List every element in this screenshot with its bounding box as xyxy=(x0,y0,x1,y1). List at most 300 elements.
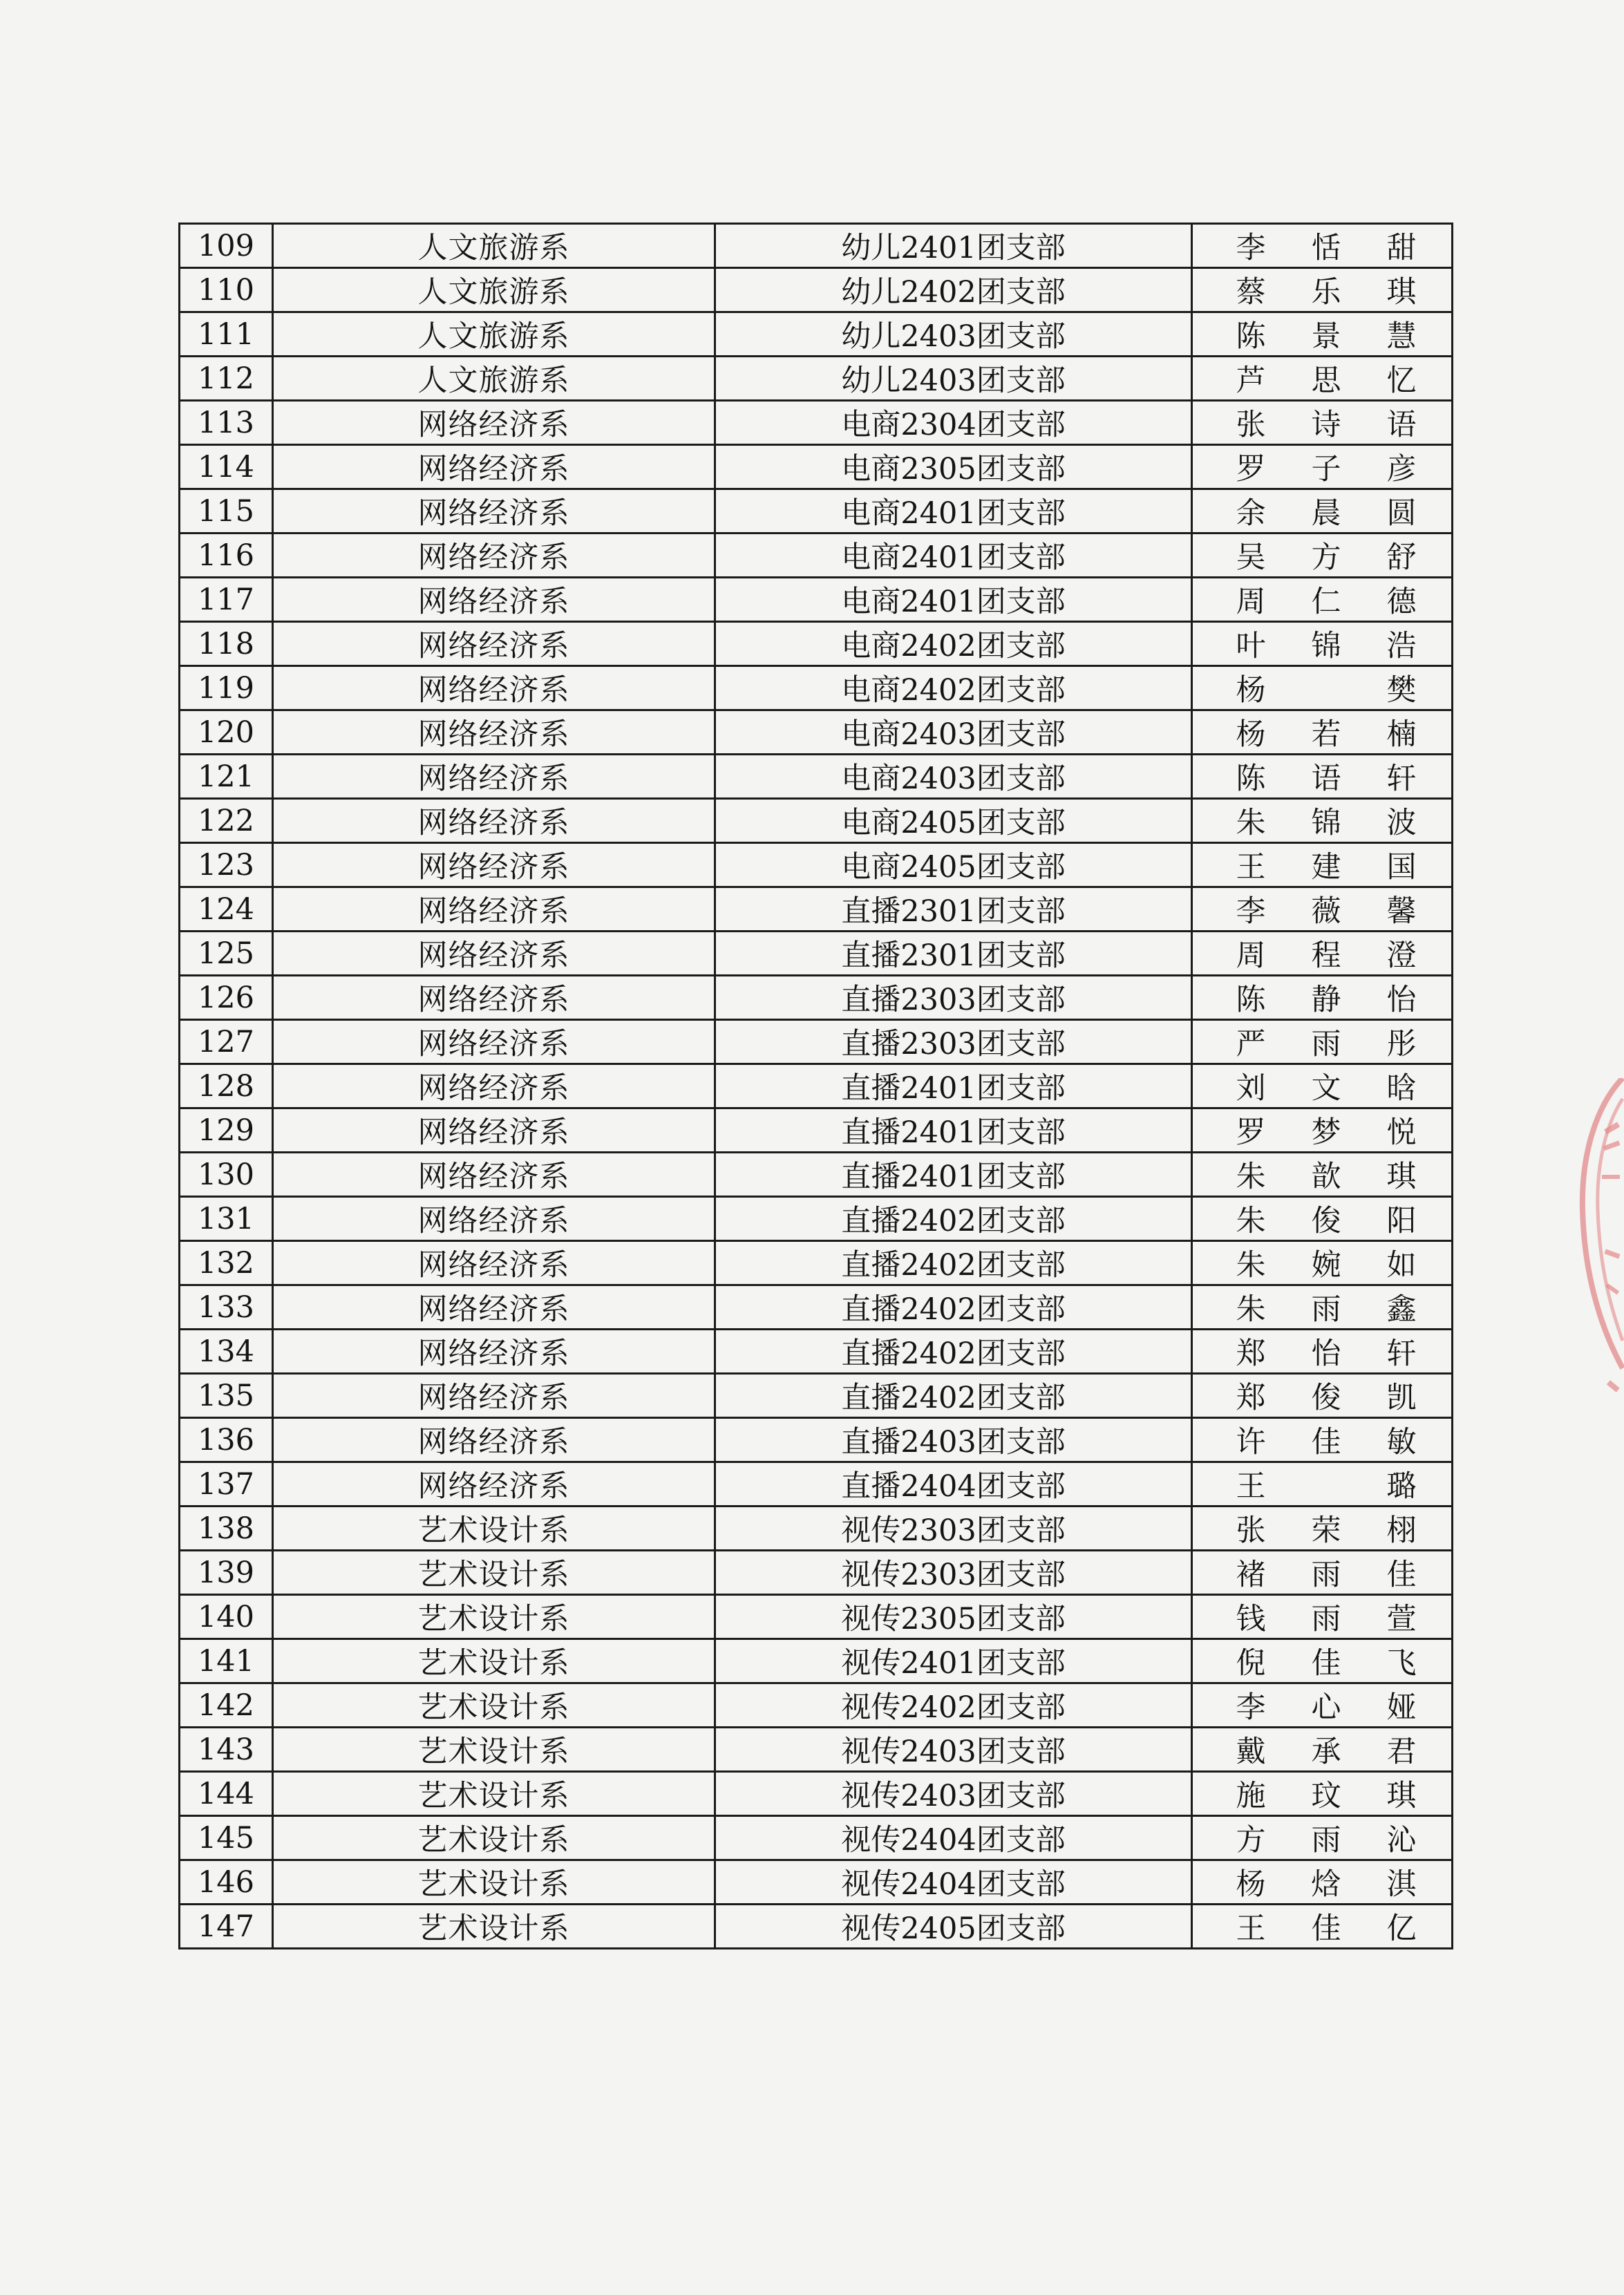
name-char: 陈 xyxy=(1236,983,1266,1017)
student-name-cell xyxy=(1192,489,1453,533)
student-name-cell xyxy=(1192,932,1453,976)
name-char: 罗 xyxy=(1236,452,1266,487)
department-cell: 网络经济系 xyxy=(273,1197,715,1241)
name-char: 轩 xyxy=(1386,762,1417,796)
department-cell: 人文旅游系 xyxy=(273,268,715,312)
table-row xyxy=(180,1241,1453,1285)
row-number: 144 xyxy=(180,1772,273,1816)
department-cell: 网络经济系 xyxy=(273,533,715,578)
student-name-cell xyxy=(1192,1241,1453,1285)
row-number: 115 xyxy=(180,489,273,533)
department-cell: 艺术设计系 xyxy=(273,1860,715,1905)
name-char: 浩 xyxy=(1386,629,1417,663)
department-cell: 艺术设计系 xyxy=(273,1551,715,1595)
department-cell: 网络经济系 xyxy=(273,1462,715,1507)
student-name-cell xyxy=(1192,1728,1453,1772)
name-char: 锦 xyxy=(1311,629,1341,663)
red-seal-stamp xyxy=(1569,1078,1624,1465)
league-branch-cell: 视传2404团支部 xyxy=(715,1860,1192,1905)
name-char: 彤 xyxy=(1386,1027,1417,1061)
league-branch-cell: 电商2403团支部 xyxy=(715,755,1192,799)
name-char: 雨 xyxy=(1311,1292,1341,1327)
table-row xyxy=(180,1153,1453,1197)
name-char: 严 xyxy=(1236,1027,1266,1061)
name-char: 施 xyxy=(1236,1779,1266,1813)
name-char: 雨 xyxy=(1311,1558,1341,1592)
row-number: 140 xyxy=(180,1595,273,1639)
name-char: 锦 xyxy=(1311,806,1341,840)
name-char: 褚 xyxy=(1236,1558,1266,1592)
name-char: 君 xyxy=(1386,1735,1417,1769)
league-branch-cell: 电商2401团支部 xyxy=(715,578,1192,622)
student-name-cell xyxy=(1192,1683,1453,1728)
name-char: 薇 xyxy=(1311,894,1341,929)
row-number: 129 xyxy=(180,1108,273,1153)
department-cell: 网络经济系 xyxy=(273,1020,715,1064)
department-cell: 网络经济系 xyxy=(273,1241,715,1285)
name-char: 朱 xyxy=(1236,1292,1266,1327)
league-branch-cell: 视传2403团支部 xyxy=(715,1772,1192,1816)
name-char: 若 xyxy=(1311,717,1341,752)
table-row xyxy=(180,1639,1453,1683)
student-name-cell xyxy=(1192,1462,1453,1507)
name-char: 荣 xyxy=(1311,1513,1341,1548)
table-row xyxy=(180,755,1453,799)
department-cell: 网络经济系 xyxy=(273,1153,715,1197)
department-cell: 网络经济系 xyxy=(273,932,715,976)
name-char: 乐 xyxy=(1311,275,1341,310)
table-row xyxy=(180,533,1453,578)
student-name-cell xyxy=(1192,1285,1453,1330)
student-name-cell xyxy=(1192,1108,1453,1153)
table-row xyxy=(180,1905,1453,1949)
league-branch-cell: 直播2403团支部 xyxy=(715,1418,1192,1462)
name-char: 晗 xyxy=(1386,1071,1417,1106)
name-char: 圆 xyxy=(1386,496,1417,531)
department-cell: 艺术设计系 xyxy=(273,1905,715,1949)
name-char: 朱 xyxy=(1236,1160,1266,1194)
table-row xyxy=(180,1462,1453,1507)
row-number: 112 xyxy=(180,357,273,401)
student-name-cell xyxy=(1192,976,1453,1020)
name-char: 刘 xyxy=(1236,1071,1266,1106)
row-number: 116 xyxy=(180,533,273,578)
row-number: 135 xyxy=(180,1374,273,1418)
row-number: 113 xyxy=(180,401,273,445)
name-char: 悦 xyxy=(1386,1115,1417,1150)
student-name-cell xyxy=(1192,533,1453,578)
league-branch-cell: 电商2402团支部 xyxy=(715,622,1192,666)
student-name-cell xyxy=(1192,1772,1453,1816)
name-char: 恬 xyxy=(1311,231,1341,265)
table-row xyxy=(180,1816,1453,1860)
name-char: 朱 xyxy=(1236,806,1266,840)
table-row xyxy=(180,1507,1453,1551)
name-char: 如 xyxy=(1386,1248,1417,1283)
student-name-cell xyxy=(1192,1153,1453,1197)
name-char: 樊 xyxy=(1386,673,1417,708)
row-number: 138 xyxy=(180,1507,273,1551)
department-cell: 艺术设计系 xyxy=(273,1595,715,1639)
department-cell: 网络经济系 xyxy=(273,489,715,533)
name-char: 叶 xyxy=(1236,629,1266,663)
table-row xyxy=(180,976,1453,1020)
league-branch-cell: 直播2404团支部 xyxy=(715,1462,1192,1507)
department-cell: 网络经济系 xyxy=(273,1064,715,1108)
name-char: 方 xyxy=(1311,540,1341,575)
table-row xyxy=(180,710,1453,755)
league-branch-cell: 直播2402团支部 xyxy=(715,1374,1192,1418)
name-char: 雨 xyxy=(1311,1027,1341,1061)
student-name-cell xyxy=(1192,1418,1453,1462)
table-row xyxy=(180,799,1453,843)
row-number: 143 xyxy=(180,1728,273,1772)
name-char: 朱 xyxy=(1236,1204,1266,1238)
department-cell: 网络经济系 xyxy=(273,666,715,710)
league-branch-cell: 幼儿2403团支部 xyxy=(715,312,1192,357)
row-number: 141 xyxy=(180,1639,273,1683)
name-char: 忆 xyxy=(1386,363,1417,398)
department-cell: 网络经济系 xyxy=(273,578,715,622)
student-name-cell xyxy=(1192,887,1453,932)
name-char: 馨 xyxy=(1386,894,1417,929)
department-cell: 艺术设计系 xyxy=(273,1816,715,1860)
league-branch-cell: 电商2403团支部 xyxy=(715,710,1192,755)
table-row xyxy=(180,578,1453,622)
student-name-cell xyxy=(1192,357,1453,401)
department-cell: 网络经济系 xyxy=(273,1108,715,1153)
department-cell: 网络经济系 xyxy=(273,710,715,755)
row-number: 137 xyxy=(180,1462,273,1507)
name-char: 澄 xyxy=(1386,938,1417,973)
table-row xyxy=(180,1418,1453,1462)
student-name-cell xyxy=(1192,1374,1453,1418)
name-char: 罗 xyxy=(1236,1115,1266,1150)
league-branch-cell: 直播2402团支部 xyxy=(715,1241,1192,1285)
student-name-cell xyxy=(1192,622,1453,666)
department-cell: 艺术设计系 xyxy=(273,1639,715,1683)
name-char: 晨 xyxy=(1311,496,1341,531)
league-branch-cell: 电商2304团支部 xyxy=(715,401,1192,445)
table-row xyxy=(180,224,1453,268)
row-number: 133 xyxy=(180,1285,273,1330)
table-row xyxy=(180,1551,1453,1595)
name-char: 娅 xyxy=(1386,1690,1417,1725)
name-char: 郑 xyxy=(1236,1381,1266,1415)
name-char: 周 xyxy=(1236,938,1266,973)
name-char: 歆 xyxy=(1311,1160,1341,1194)
league-branch-cell: 直播2401团支部 xyxy=(715,1064,1192,1108)
row-number: 125 xyxy=(180,932,273,976)
student-name-cell xyxy=(1192,1064,1453,1108)
league-branch-cell: 电商2401团支部 xyxy=(715,533,1192,578)
league-branch-cell: 视传2305团支部 xyxy=(715,1595,1192,1639)
league-branch-cell: 直播2402团支部 xyxy=(715,1330,1192,1374)
student-name-cell xyxy=(1192,755,1453,799)
name-char: 琪 xyxy=(1386,275,1417,310)
name-char xyxy=(1311,1463,1341,1505)
student-name-cell xyxy=(1192,1197,1453,1241)
name-char: 佳 xyxy=(1311,1646,1341,1681)
student-name-cell xyxy=(1192,666,1453,710)
name-char: 子 xyxy=(1311,452,1341,487)
name-char: 心 xyxy=(1311,1690,1341,1725)
league-branch-cell: 视传2303团支部 xyxy=(715,1507,1192,1551)
table-row xyxy=(180,1020,1453,1064)
name-char: 佳 xyxy=(1311,1425,1341,1460)
league-branch-cell: 直播2401团支部 xyxy=(715,1108,1192,1153)
row-number: 142 xyxy=(180,1683,273,1728)
table-row xyxy=(180,489,1453,533)
league-branch-cell: 电商2402团支部 xyxy=(715,666,1192,710)
name-char: 朱 xyxy=(1236,1248,1266,1283)
row-number: 136 xyxy=(180,1418,273,1462)
row-number: 145 xyxy=(180,1816,273,1860)
table-row xyxy=(180,1108,1453,1153)
row-number: 130 xyxy=(180,1153,273,1197)
name-char: 倪 xyxy=(1236,1646,1266,1681)
name-char: 李 xyxy=(1236,231,1266,265)
name-char: 吴 xyxy=(1236,540,1266,575)
row-number: 109 xyxy=(180,224,273,268)
table-row xyxy=(180,1860,1453,1905)
league-branch-cell: 电商2405团支部 xyxy=(715,799,1192,843)
student-name-cell xyxy=(1192,799,1453,843)
name-char: 亿 xyxy=(1386,1911,1417,1946)
name-char: 国 xyxy=(1386,850,1417,885)
department-cell: 人文旅游系 xyxy=(273,224,715,268)
student-name-cell xyxy=(1192,1595,1453,1639)
table-row xyxy=(180,932,1453,976)
table-row xyxy=(180,357,1453,401)
name-char: 陈 xyxy=(1236,762,1266,796)
department-cell: 网络经济系 xyxy=(273,843,715,887)
name-char: 凯 xyxy=(1386,1381,1417,1415)
name-char: 俊 xyxy=(1311,1204,1341,1238)
name-char: 璐 xyxy=(1386,1469,1417,1504)
row-number: 147 xyxy=(180,1905,273,1949)
row-number: 117 xyxy=(180,578,273,622)
name-char: 语 xyxy=(1386,408,1417,442)
name-char: 王 xyxy=(1236,850,1266,885)
row-number: 132 xyxy=(180,1241,273,1285)
league-branch-cell: 视传2403团支部 xyxy=(715,1728,1192,1772)
name-char: 李 xyxy=(1236,1690,1266,1725)
name-char xyxy=(1311,667,1341,709)
name-char: 杨 xyxy=(1236,717,1266,752)
table-row xyxy=(180,1197,1453,1241)
name-char: 方 xyxy=(1236,1823,1266,1858)
table-row xyxy=(180,1285,1453,1330)
league-branch-cell: 直播2303团支部 xyxy=(715,1020,1192,1064)
league-branch-cell: 直播2402团支部 xyxy=(715,1197,1192,1241)
league-branch-cell: 视传2402团支部 xyxy=(715,1683,1192,1728)
table-row xyxy=(180,1595,1453,1639)
table-row xyxy=(180,1330,1453,1374)
row-number: 120 xyxy=(180,710,273,755)
row-number: 131 xyxy=(180,1197,273,1241)
name-char: 俊 xyxy=(1311,1381,1341,1415)
student-name-cell xyxy=(1192,224,1453,268)
league-branch-cell: 电商2401团支部 xyxy=(715,489,1192,533)
row-number: 111 xyxy=(180,312,273,357)
row-number: 134 xyxy=(180,1330,273,1374)
name-char: 飞 xyxy=(1386,1646,1417,1681)
league-branch-cell: 幼儿2401团支部 xyxy=(715,224,1192,268)
name-char: 仁 xyxy=(1311,585,1341,619)
row-number: 146 xyxy=(180,1860,273,1905)
league-branch-cell: 视传2401团支部 xyxy=(715,1639,1192,1683)
department-cell: 网络经济系 xyxy=(273,799,715,843)
department-cell: 艺术设计系 xyxy=(273,1728,715,1772)
name-char: 芦 xyxy=(1236,363,1266,398)
student-name-cell xyxy=(1192,1551,1453,1595)
table-row xyxy=(180,887,1453,932)
league-branch-cell: 直播2401团支部 xyxy=(715,1153,1192,1197)
department-cell: 人文旅游系 xyxy=(273,357,715,401)
league-branch-cell: 直播2301团支部 xyxy=(715,932,1192,976)
department-cell: 网络经济系 xyxy=(273,1374,715,1418)
roster-body xyxy=(180,224,1453,1949)
student-name-cell xyxy=(1192,843,1453,887)
name-char: 诗 xyxy=(1311,408,1341,442)
student-name-cell xyxy=(1192,1639,1453,1683)
name-char: 慧 xyxy=(1386,319,1417,354)
name-char: 德 xyxy=(1386,585,1417,619)
row-number: 122 xyxy=(180,799,273,843)
name-char: 张 xyxy=(1236,1513,1266,1548)
league-branch-cell: 幼儿2403团支部 xyxy=(715,357,1192,401)
department-cell: 网络经济系 xyxy=(273,976,715,1020)
row-number: 127 xyxy=(180,1020,273,1064)
student-name-cell xyxy=(1192,1905,1453,1949)
name-char: 程 xyxy=(1311,938,1341,973)
name-char: 波 xyxy=(1386,806,1417,840)
department-cell: 网络经济系 xyxy=(273,1285,715,1330)
name-char: 敏 xyxy=(1386,1425,1417,1460)
name-char: 建 xyxy=(1311,850,1341,885)
row-number: 126 xyxy=(180,976,273,1020)
row-number: 123 xyxy=(180,843,273,887)
row-number: 114 xyxy=(180,445,273,489)
name-char: 承 xyxy=(1311,1735,1341,1769)
name-char: 舒 xyxy=(1386,540,1417,575)
name-char: 佳 xyxy=(1386,1558,1417,1592)
name-char: 文 xyxy=(1311,1071,1341,1106)
name-char: 佳 xyxy=(1311,1911,1341,1946)
name-char: 萱 xyxy=(1386,1602,1417,1636)
table-row xyxy=(180,666,1453,710)
name-char: 许 xyxy=(1236,1425,1266,1460)
table-row xyxy=(180,622,1453,666)
table-row xyxy=(180,843,1453,887)
student-name-cell xyxy=(1192,445,1453,489)
name-char: 杨 xyxy=(1236,1867,1266,1902)
student-name-cell xyxy=(1192,1860,1453,1905)
name-char: 琪 xyxy=(1386,1779,1417,1813)
department-cell: 艺术设计系 xyxy=(273,1772,715,1816)
row-number: 139 xyxy=(180,1551,273,1595)
name-char: 焓 xyxy=(1311,1867,1341,1902)
department-cell: 网络经济系 xyxy=(273,622,715,666)
table-row xyxy=(180,312,1453,357)
table-row xyxy=(180,1683,1453,1728)
student-name-cell xyxy=(1192,401,1453,445)
department-cell: 网络经济系 xyxy=(273,887,715,932)
league-branch-cell: 电商2405团支部 xyxy=(715,843,1192,887)
name-char: 静 xyxy=(1311,983,1341,1017)
name-char: 陈 xyxy=(1236,319,1266,354)
table-row xyxy=(180,1728,1453,1772)
student-name-cell xyxy=(1192,578,1453,622)
name-char: 轩 xyxy=(1386,1337,1417,1371)
row-number: 118 xyxy=(180,622,273,666)
name-char: 雨 xyxy=(1311,1823,1341,1858)
name-char: 怡 xyxy=(1311,1337,1341,1371)
department-cell: 网络经济系 xyxy=(273,1418,715,1462)
name-char: 彦 xyxy=(1386,452,1417,487)
name-char: 婉 xyxy=(1311,1248,1341,1283)
name-char: 语 xyxy=(1311,762,1341,796)
league-branch-cell: 视传2405团支部 xyxy=(715,1905,1192,1949)
league-branch-cell: 视传2303团支部 xyxy=(715,1551,1192,1595)
department-cell: 网络经济系 xyxy=(273,1330,715,1374)
name-char: 杨 xyxy=(1236,673,1266,708)
name-char: 周 xyxy=(1236,585,1266,619)
student-name-cell xyxy=(1192,1330,1453,1374)
table-row xyxy=(180,1772,1453,1816)
name-char: 琪 xyxy=(1386,1160,1417,1194)
league-branch-cell: 幼儿2402团支部 xyxy=(715,268,1192,312)
name-char: 栩 xyxy=(1386,1513,1417,1548)
department-cell: 艺术设计系 xyxy=(273,1683,715,1728)
student-name-cell xyxy=(1192,710,1453,755)
name-char: 蔡 xyxy=(1236,275,1266,310)
league-branch-cell: 视传2404团支部 xyxy=(715,1816,1192,1860)
league-branch-cell: 直播2402团支部 xyxy=(715,1285,1192,1330)
name-char: 思 xyxy=(1311,363,1341,398)
league-branch-cell: 直播2301团支部 xyxy=(715,887,1192,932)
name-char: 怡 xyxy=(1386,983,1417,1017)
student-name-cell xyxy=(1192,268,1453,312)
student-name-cell xyxy=(1192,1020,1453,1064)
name-char: 沁 xyxy=(1386,1823,1417,1858)
roster-table xyxy=(178,223,1453,1949)
name-char: 戴 xyxy=(1236,1735,1266,1769)
table-row xyxy=(180,445,1453,489)
department-cell: 艺术设计系 xyxy=(273,1507,715,1551)
department-cell: 人文旅游系 xyxy=(273,312,715,357)
name-char: 玟 xyxy=(1311,1779,1341,1813)
name-char: 景 xyxy=(1311,319,1341,354)
name-char: 张 xyxy=(1236,408,1266,442)
row-number: 119 xyxy=(180,666,273,710)
league-branch-cell: 直播2303团支部 xyxy=(715,976,1192,1020)
row-number: 121 xyxy=(180,755,273,799)
student-name-cell xyxy=(1192,312,1453,357)
department-cell: 网络经济系 xyxy=(273,755,715,799)
league-branch-cell: 电商2305团支部 xyxy=(715,445,1192,489)
student-name-cell xyxy=(1192,1507,1453,1551)
name-char: 梦 xyxy=(1311,1115,1341,1150)
student-name-cell xyxy=(1192,1816,1453,1860)
row-number: 110 xyxy=(180,268,273,312)
table-row xyxy=(180,1374,1453,1418)
table-row xyxy=(180,1064,1453,1108)
name-char: 王 xyxy=(1236,1469,1266,1504)
name-char: 鑫 xyxy=(1386,1292,1417,1327)
table-row xyxy=(180,268,1453,312)
